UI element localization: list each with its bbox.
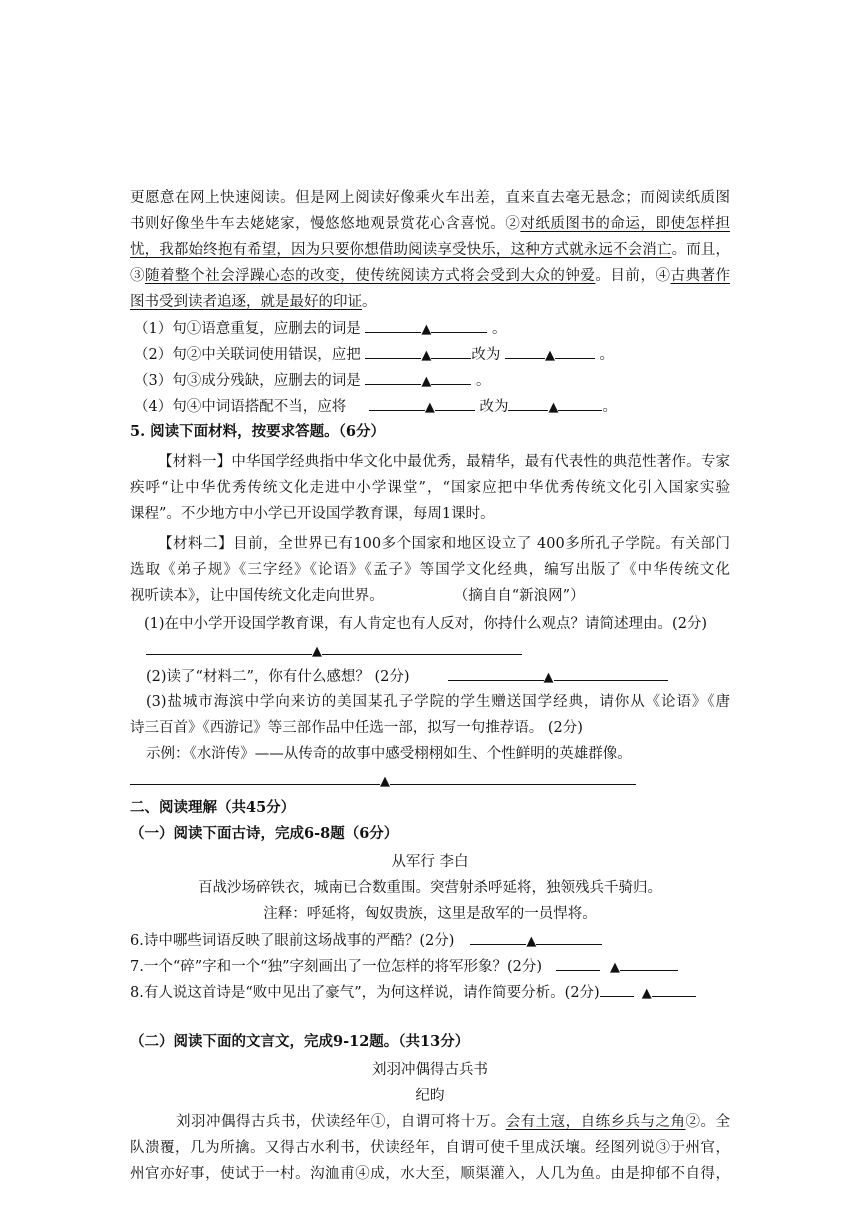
triangle-marker: ▲ bbox=[312, 644, 322, 659]
answer-blank[interactable] bbox=[600, 982, 634, 997]
q5-sub-3: 诗三百首》《西游记》等三部作品中任选一部，拟写一句推荐语。 (2分) bbox=[130, 720, 583, 736]
answer-blank[interactable] bbox=[390, 770, 636, 785]
triangle-marker: ▲ bbox=[421, 374, 432, 389]
underlined-sentence-2: 对纸质图书的命运，即使怎样担 bbox=[520, 216, 731, 232]
answer-blank[interactable] bbox=[365, 344, 421, 359]
classical-section-title: （二）阅读下面的文言文，完成9-12题。（共13分） bbox=[130, 1033, 470, 1050]
text: 。 bbox=[602, 399, 617, 415]
question-6 bbox=[130, 930, 730, 952]
answer-blank[interactable] bbox=[620, 956, 678, 971]
answer-line bbox=[130, 770, 730, 792]
text: （2）句②中关联词使用错误，应把 bbox=[134, 347, 366, 363]
text: 。 bbox=[471, 373, 491, 389]
underlined-sentence: 会有土寇，自练乡兵与之角 bbox=[505, 1114, 686, 1130]
answer-line bbox=[146, 640, 746, 662]
triangle-marker: ▲ bbox=[380, 774, 390, 789]
underlined-sentence-3: 随着整个社会浮躁心态的改变，使传统阅读方式将会受到大众的钟爱 bbox=[145, 268, 596, 284]
material-1-line: 课程”。不少地方中小学已开设国学教育课，每周1课时。 bbox=[130, 506, 495, 522]
q4-item-3 bbox=[134, 370, 734, 392]
poem-body: 百战沙场碎铁衣，城南已合数重围。突营射杀呼延将，独领残兵千骑归。 bbox=[198, 880, 662, 896]
q5-sub-2 bbox=[146, 666, 746, 688]
poem-section-title: （一）阅读下面古诗，完成6-8题（6分） bbox=[130, 825, 399, 842]
triangle-marker: ▲ bbox=[641, 986, 652, 1001]
answer-blank[interactable] bbox=[369, 396, 425, 411]
paragraph-line bbox=[130, 292, 730, 312]
text: 。 bbox=[362, 294, 377, 310]
answer-blank[interactable] bbox=[470, 930, 526, 945]
underlined-sentence-4: 图书受到读者追逐，就是最好的印证 bbox=[130, 294, 362, 310]
paragraph-line bbox=[130, 240, 730, 260]
answer-blank[interactable] bbox=[536, 930, 602, 945]
poem-note: 注释：呼延将，匈奴贵族，这里是敌军的一员悍将。 bbox=[263, 906, 597, 922]
triangle-marker: ▲ bbox=[421, 322, 432, 337]
text: 改为 bbox=[471, 347, 505, 363]
triangle-marker: ▲ bbox=[548, 400, 559, 415]
triangle-marker: ▲ bbox=[544, 348, 555, 363]
text: 。目前，④ bbox=[595, 268, 671, 284]
text: ③ bbox=[130, 268, 146, 284]
triangle-marker: ▲ bbox=[543, 670, 554, 685]
q5-title: 5. 阅读下面材料，按要求答题。（6分） bbox=[130, 423, 386, 440]
text: （1）句①语意重复，应删去的词是 bbox=[134, 321, 366, 337]
answer-blank[interactable] bbox=[365, 318, 421, 333]
classical-author: 纪昀 bbox=[415, 1088, 445, 1104]
material-2-line: 选取《弟子规》《三字经》《论语》《孟子》等国学文化经典，编写出版了《中华传统文化 bbox=[130, 562, 730, 578]
answer-blank[interactable] bbox=[431, 344, 471, 359]
answer-blank[interactable] bbox=[322, 640, 522, 655]
answer-blank[interactable] bbox=[558, 396, 602, 411]
question-7 bbox=[130, 956, 730, 978]
answer-blank[interactable] bbox=[555, 344, 595, 359]
answer-blank[interactable] bbox=[448, 666, 544, 681]
underlined-sentence-2: 忧，我都始终抱有希望，因为只要你想借助阅读享受快乐，这种方式就永远不会消亡 bbox=[130, 242, 672, 258]
q4-item-2 bbox=[134, 344, 734, 366]
material-2-line bbox=[130, 586, 730, 606]
answer-blank[interactable] bbox=[365, 370, 421, 385]
answer-blank[interactable] bbox=[652, 982, 696, 997]
triangle-marker: ▲ bbox=[421, 348, 432, 363]
text: 6.诗中哪些词语反映了眼前这场战事的严酷？(2分) bbox=[130, 933, 455, 949]
paragraph-line bbox=[130, 188, 730, 208]
answer-blank[interactable] bbox=[556, 956, 600, 971]
q5-sub-3: (3)盐城市海滨中学向来访的美国某孔子学院的学生赠送国学经典，请你从《论语》《唐 bbox=[146, 694, 730, 710]
material-2-line: 【材料二】目前，全世界已有100多个国家和地区设立了 400多所孔子学院。有关部门 bbox=[158, 536, 730, 552]
answer-blank[interactable] bbox=[431, 318, 487, 333]
text: （4）句④中词语搭配不当，应将 bbox=[134, 399, 351, 415]
text: 。 bbox=[487, 321, 507, 337]
answer-blank[interactable] bbox=[431, 370, 471, 385]
text: 。而且， bbox=[671, 242, 731, 258]
text: （3）句③成分残缺，应删去的词是 bbox=[134, 373, 366, 389]
answer-blank[interactable] bbox=[554, 666, 668, 681]
source-note: （摘自自“新浪网”） bbox=[453, 588, 585, 604]
triangle-marker: ▲ bbox=[424, 400, 435, 415]
answer-blank[interactable] bbox=[505, 344, 545, 359]
q5-sub-1: (1)在中小学开设国学教育课，有人肯定也有人反对，你持什么观点？请简述理由。(2分) bbox=[144, 616, 708, 632]
material-1-line: 疾呼“让中华优秀传统文化走进中小学课堂”，“国家应把中华优秀传统文化引入国家实验 bbox=[130, 480, 730, 496]
text: (2)读了“材料二”，你有什么感想？ (2分) bbox=[146, 669, 410, 685]
text: 7.一个“碎”字和一个“独”字刻画出了一位怎样的将军形象？(2分) bbox=[130, 959, 543, 975]
answer-blank[interactable] bbox=[130, 770, 380, 785]
answer-blank[interactable] bbox=[146, 640, 312, 655]
text: 视听读本》，让中国传统文化走向世界。 bbox=[130, 588, 384, 604]
underlined-sentence-4: 古典著作 bbox=[670, 268, 731, 284]
answer-blank[interactable] bbox=[435, 396, 475, 411]
text: 刘羽冲偶得古兵书，伏读经年①，自谓可将十万。 bbox=[176, 1114, 506, 1130]
text: 更愿意在网上快速阅读。但是网上阅读好像乘火车出差，直来直去毫无悬念；而阅读纸质图 bbox=[130, 190, 730, 206]
poem-title: 从军行 李白 bbox=[391, 854, 469, 870]
answer-blank[interactable] bbox=[508, 396, 548, 411]
triangle-marker: ▲ bbox=[610, 960, 621, 975]
triangle-marker: ▲ bbox=[526, 934, 537, 949]
classical-title: 刘羽冲偶得古兵书 bbox=[372, 1062, 488, 1078]
text: 书则好像坐牛车去姥姥家，慢悠悠地观景赏花心含喜悦。② bbox=[130, 216, 521, 232]
text: 8.有人说这首诗是“败中见出了豪气”，为何这样说，请作简要分析。(2分) bbox=[130, 985, 600, 1001]
classical-line: 队溃覆，几为所擒。又得古水利书，伏读经年，自谓可使千里成沃壤。经图列说③于州官， bbox=[130, 1140, 730, 1156]
text: 。 bbox=[594, 347, 615, 363]
q4-item-1 bbox=[134, 318, 734, 340]
section-2-title: 二、阅读理解（共45分） bbox=[130, 799, 296, 816]
text: 改为 bbox=[474, 399, 509, 415]
classical-line: 州官亦好事，使试于一村。沟洫甫④成，水大至，顺渠灌入，人几为鱼。由是抑郁不自得， bbox=[130, 1166, 730, 1182]
example: 示例：《水浒传》——从传奇的故事中感受栩栩如生、个性鲜明的英雄群像。 bbox=[146, 746, 632, 762]
material-1-line: 【材料一】中华国学经典指中华文化中最优秀，最精华，最有代表性的典范性著作。专家 bbox=[158, 454, 730, 470]
q4-item-4 bbox=[134, 396, 734, 418]
question-8 bbox=[130, 982, 730, 1004]
paragraph-line bbox=[130, 214, 730, 234]
paragraph-line bbox=[130, 266, 730, 286]
classical-line bbox=[176, 1112, 730, 1132]
text: ②。全 bbox=[685, 1114, 731, 1130]
